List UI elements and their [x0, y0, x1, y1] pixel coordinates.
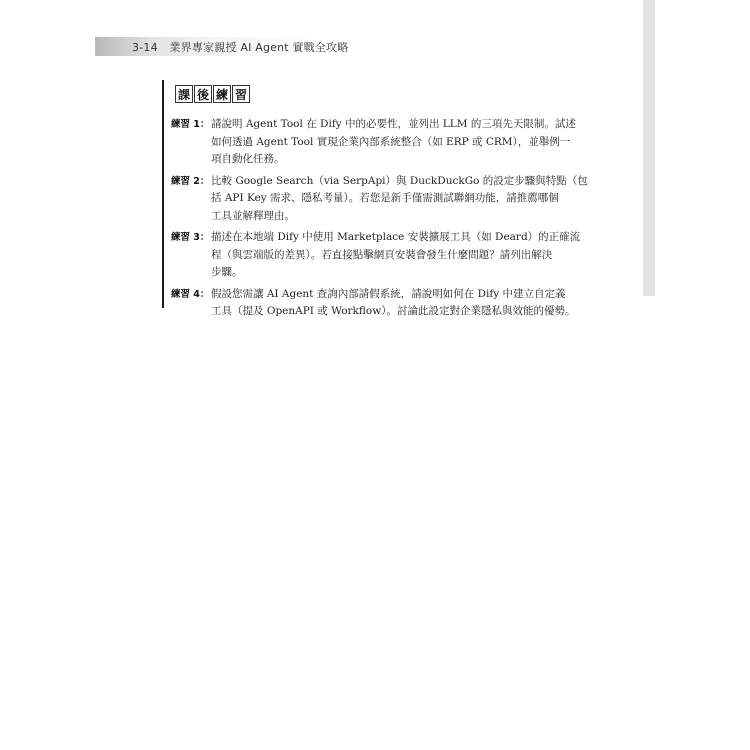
page-number: 3-14 [132, 41, 158, 54]
running-header [132, 39, 349, 55]
exercise-text [211, 286, 591, 321]
exercise-line: 項自動化任務。 [211, 153, 285, 165]
exercise-item [171, 229, 591, 282]
exercise-line: 如何透過 Agent Tool 實現企業內部系統整合（如 ERP 或 CRM），並舉例一 [211, 135, 571, 148]
exercise-line: 步驟。 [211, 266, 243, 278]
exercise-line: 括 API Key 需求、隱私考量）。若您是新手僅需測試聯網功能，請推薦哪個 [211, 192, 559, 204]
section-heading [175, 85, 250, 103]
exercise-line: 程（與雲端版的差異）。若直接點擊網頁安裝會發生什麼問題？請列出解決 [211, 248, 553, 261]
exercise-line: 比較 Google Search（via SerpApi）與 DuckDuckGo 的設定步驟與特點（包 [211, 174, 588, 187]
exercise-line: 工具並解釋理由。 [211, 209, 295, 222]
heading-char: 習 [232, 85, 250, 103]
scrollbar[interactable] [643, 0, 655, 296]
exercise-item [171, 286, 591, 321]
exercise-list [171, 116, 591, 325]
exercise-label: 練習 2： [171, 175, 210, 187]
book-title: 業界專家親授 AI Agent 實戰全攻略 [169, 41, 349, 54]
heading-char: 課 [175, 85, 193, 103]
heading-char: 後 [194, 85, 212, 103]
exercise-line: 描述在本地端 Dify 中使用 Marketplace 安裝擴展工具（如 Deard）的正確流 [211, 231, 581, 243]
exercise-text [211, 229, 591, 282]
exercise-text [211, 116, 591, 169]
exercise-line: 工具（提及 OpenAPI 或 Workflow）。討論此設定對企業隱私與效能的優勢。 [211, 305, 576, 317]
section-rule [162, 80, 164, 308]
heading-char: 練 [213, 85, 231, 103]
exercise-item [171, 116, 591, 169]
exercise-label: 練習 4： [171, 288, 210, 300]
exercise-text [211, 173, 591, 226]
exercise-line: 假設您需讓 AI Agent 查詢內部請假系統，請說明如何在 Dify 中建立自定義 [211, 287, 566, 300]
exercise-line: 請說明 Agent Tool 在 Dify 中的必要性，並列出 LLM 的三項先天限制。試述 [211, 118, 576, 130]
exercise-label: 練習 3： [171, 232, 210, 243]
exercise-label: 練習 1： [171, 119, 210, 130]
exercise-item [171, 173, 591, 226]
